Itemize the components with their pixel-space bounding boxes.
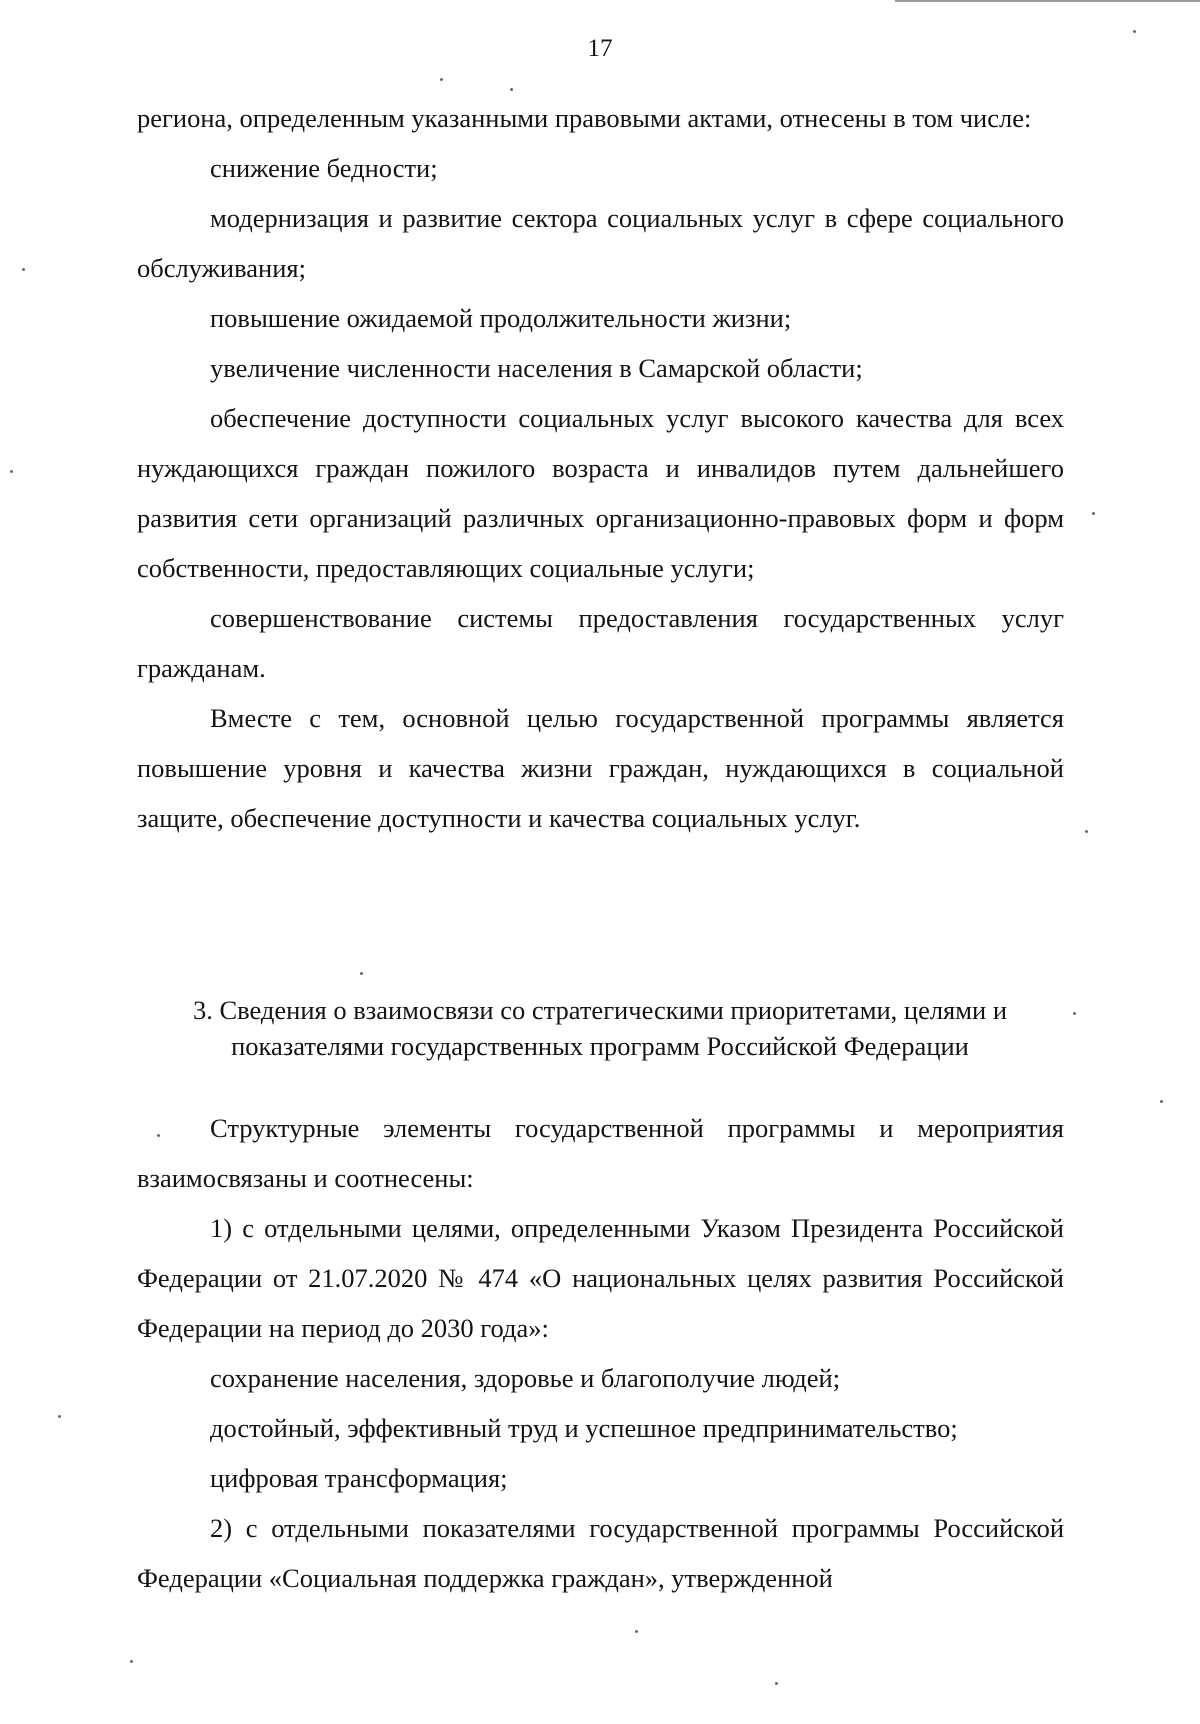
list-item: сохранение населения, здоровье и благополучие людей; xyxy=(210,1363,841,1393)
scan-speck xyxy=(22,268,25,271)
list-item: совершенствование системы предоставления государственных услуг гражданам. xyxy=(137,603,1064,683)
scan-speck xyxy=(1160,1100,1163,1103)
list-item: повышение ожидаемой продолжительности жизни; xyxy=(210,303,792,333)
list-item: модернизация и развитие сектора социальных услуг в сфере социального обслуживания; xyxy=(137,203,1064,283)
scan-speck xyxy=(440,78,443,81)
list-item: достойный, эффективный труд и успешное предпринимательство; xyxy=(210,1413,958,1443)
section-heading-line-1: 3. Сведения о взаимосвязи со стратегическими приоритетами, целями и xyxy=(192,995,1008,1025)
paragraph: 2) с отдельными показателями государственной программы Российской Федерации «Социальная поддержка граждан», утвержденной xyxy=(137,1513,1064,1593)
scan-speck xyxy=(510,88,513,91)
paragraph: Структурные элементы государственной программы и мероприятия взаимосвязаны и соотнесены: xyxy=(137,1113,1064,1193)
scan-speck xyxy=(58,1415,61,1418)
scan-speck xyxy=(10,470,13,473)
list-item: снижение бедности; xyxy=(210,153,438,183)
scan-speck xyxy=(1085,830,1088,833)
scan-speck xyxy=(157,1134,160,1137)
scan-speck xyxy=(360,972,363,975)
section-heading xyxy=(155,992,1045,1064)
paragraph: 1) с отдельными целями, определенными Указом Президента Российской Федерации от 21.07.2020 № 474 «О национальных целях развития Российской Федерации на период до 2030 года»: xyxy=(137,1213,1064,1343)
body-text-after-heading xyxy=(137,1103,1064,1603)
scan-speck xyxy=(775,1682,778,1685)
list-item: цифровая трансформация; xyxy=(210,1463,508,1493)
page-number: 17 xyxy=(587,35,613,62)
body-text-before-heading xyxy=(137,93,1064,843)
scan-top-edge-rule xyxy=(895,0,1200,2)
scan-speck xyxy=(1073,1012,1076,1015)
section-heading-line-2: показателями государственных программ Российской Федерации xyxy=(231,1031,969,1061)
paragraph: региона, определенным указанными правовыми актами, отнесены в том числе: xyxy=(137,103,1032,133)
paragraph: Вместе с тем, основной целью государственной программы является повышение уровня и качества жизни граждан, нуждающихся в социальной защите, обеспечение доступности и качества социальных услуг. xyxy=(137,703,1064,833)
scan-speck xyxy=(635,1630,638,1633)
scan-speck xyxy=(1092,512,1095,515)
list-item: обеспечение доступности социальных услуг высокого качества для всех нуждающихся граждан пожилого возраста и инвалидов путем дальнейшего развития сети организаций различных организационно-правовых форм и форм собственности, предоставляющих социальные услуги; xyxy=(137,403,1064,583)
scan-speck xyxy=(130,1660,133,1663)
scan-speck xyxy=(1133,30,1136,33)
list-item: увеличение численности населения в Самарской области; xyxy=(210,353,863,383)
